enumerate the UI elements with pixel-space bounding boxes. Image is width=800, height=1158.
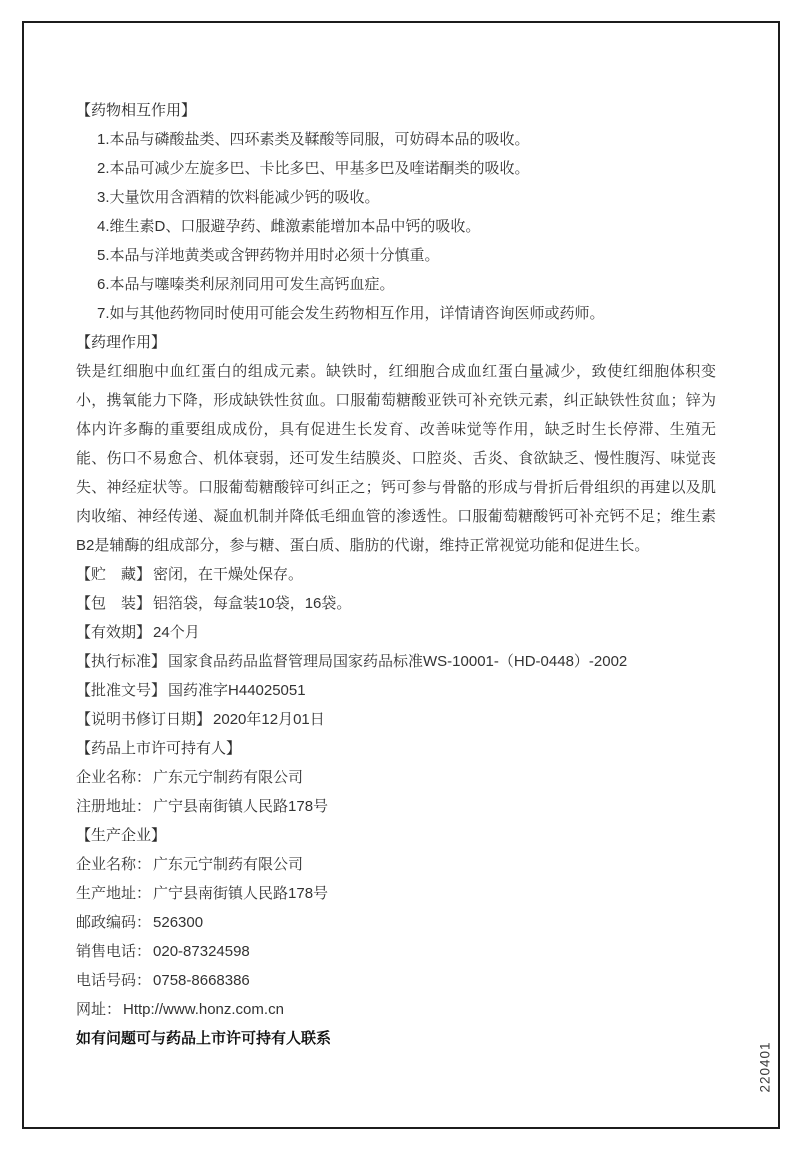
field-production-address xyxy=(76,879,716,908)
insert-content xyxy=(76,96,716,1053)
phone-number-value: 0758-8668386 xyxy=(153,972,250,989)
field-holder-company xyxy=(76,763,716,792)
manufacturer-company-value: 广东元宁制药有限公司 xyxy=(153,856,304,873)
storage-label: 【贮 藏】 xyxy=(76,566,152,583)
approval-label: 【批准文号】 xyxy=(76,682,167,699)
field-standard xyxy=(76,647,716,676)
postcode-label: 邮政编码： xyxy=(76,914,152,931)
field-holder-registered-address xyxy=(76,792,716,821)
packaging-label: 【包 装】 xyxy=(76,595,152,612)
manufacturer-company-label: 企业名称： xyxy=(76,856,152,873)
website-label: 网址： xyxy=(76,1001,122,1018)
interaction-item-6: 6.本品与噻嗪类利尿剂同用可发生高钙血症。 xyxy=(97,276,395,293)
section-heading-drug-interactions: 【药物相互作用】 xyxy=(76,102,197,119)
validity-value: 24个月 xyxy=(153,624,200,641)
section-heading-pharmacology: 【药理作用】 xyxy=(76,334,167,351)
batch-code: 220401 xyxy=(757,1041,773,1093)
field-sales-phone xyxy=(76,937,716,966)
production-address-value: 广宁县南街镇人民路178号 xyxy=(153,885,329,902)
field-manufacturer-company xyxy=(76,850,716,879)
holder-address-value: 广宁县南街镇人民路178号 xyxy=(153,798,329,815)
phone-number-label: 电话号码： xyxy=(76,972,152,989)
standard-value: 国家食品药品监督管理局国家药品标准WS-10001-（HD-0448）-2002 xyxy=(168,653,628,670)
holder-company-label: 企业名称： xyxy=(76,769,152,786)
field-website xyxy=(76,995,716,1024)
interaction-item-1: 1.本品与磷酸盐类、四环素类及鞣酸等同服，可妨碍本品的吸收。 xyxy=(97,131,530,148)
production-address-label: 生产地址： xyxy=(76,885,152,902)
field-validity xyxy=(76,618,716,647)
contact-holder-note: 如有问题可与药品上市许可持有人联系 xyxy=(76,1030,332,1047)
approval-value: 国药准字H44025051 xyxy=(168,682,306,699)
section-heading-license-holder: 【药品上市许可持有人】 xyxy=(76,740,242,757)
pharmacology-text: 铁是红细胞中血红蛋白的组成元素。缺铁时，红细胞合成血红蛋白量减少，致使红细胞体积变小，携氧能力下降，形成缺铁性贫血。口服葡萄糖酸亚铁可补充铁元素，纠正缺铁性贫血；锌为体内许多酶的重要组成成份，具有促进生长发育、改善味觉等作用，缺乏时生长停滞、生殖无能、伤口不易愈合、机体衰弱，还可发生结膜炎、口腔炎、舌炎、食欲缺乏、慢性腹泻、味觉丧失、神经症状等。口服葡萄糖酸锌可纠正之；钙可参与骨骼的形成与骨折后骨组织的再建以及肌肉收缩、神经传递、凝血机制并降低毛细血管的渗透性。口服葡萄糖酸钙可补充钙不足；维生素B2是辅酶的组成部分，参与糖、蛋白质、脂肪的代谢，维持正常视觉功能和促进生长。 xyxy=(76,363,716,554)
field-approval-number xyxy=(76,676,716,705)
sales-phone-value: 020-87324598 xyxy=(153,943,250,960)
sales-phone-label: 销售电话： xyxy=(76,943,152,960)
field-packaging xyxy=(76,589,716,618)
validity-label: 【有效期】 xyxy=(76,624,152,641)
standard-label: 【执行标准】 xyxy=(76,653,167,670)
field-postcode xyxy=(76,908,716,937)
field-storage xyxy=(76,560,716,589)
field-phone-number xyxy=(76,966,716,995)
holder-address-label: 注册地址： xyxy=(76,798,152,815)
revision-value: 2020年12月01日 xyxy=(213,711,325,728)
interaction-item-4: 4.维生素D、口服避孕药、雌激素能增加本品中钙的吸收。 xyxy=(97,218,481,235)
postcode-value: 526300 xyxy=(153,914,204,931)
holder-company-value: 广东元宁制药有限公司 xyxy=(153,769,304,786)
website-value: Http://www.honz.com.cn xyxy=(123,1001,284,1018)
field-revision-date xyxy=(76,705,716,734)
revision-label: 【说明书修订日期】 xyxy=(76,711,212,728)
section-heading-manufacturer: 【生产企业】 xyxy=(76,827,167,844)
interaction-item-3: 3.大量饮用含酒精的饮料能减少钙的吸收。 xyxy=(97,189,380,206)
interaction-item-5: 5.本品与洋地黄类或含钾药物并用时必须十分慎重。 xyxy=(97,247,440,264)
storage-value: 密闭，在干燥处保存。 xyxy=(153,566,304,583)
packaging-value: 铝箔袋，每盒装10袋，16袋。 xyxy=(153,595,352,612)
interaction-item-7: 7.如与其他药物同时使用可能会发生药物相互作用，详情请咨询医师或药师。 xyxy=(97,305,605,322)
interaction-item-2: 2.本品可减少左旋多巴、卡比多巴、甲基多巴及喹诺酮类的吸收。 xyxy=(97,160,530,177)
